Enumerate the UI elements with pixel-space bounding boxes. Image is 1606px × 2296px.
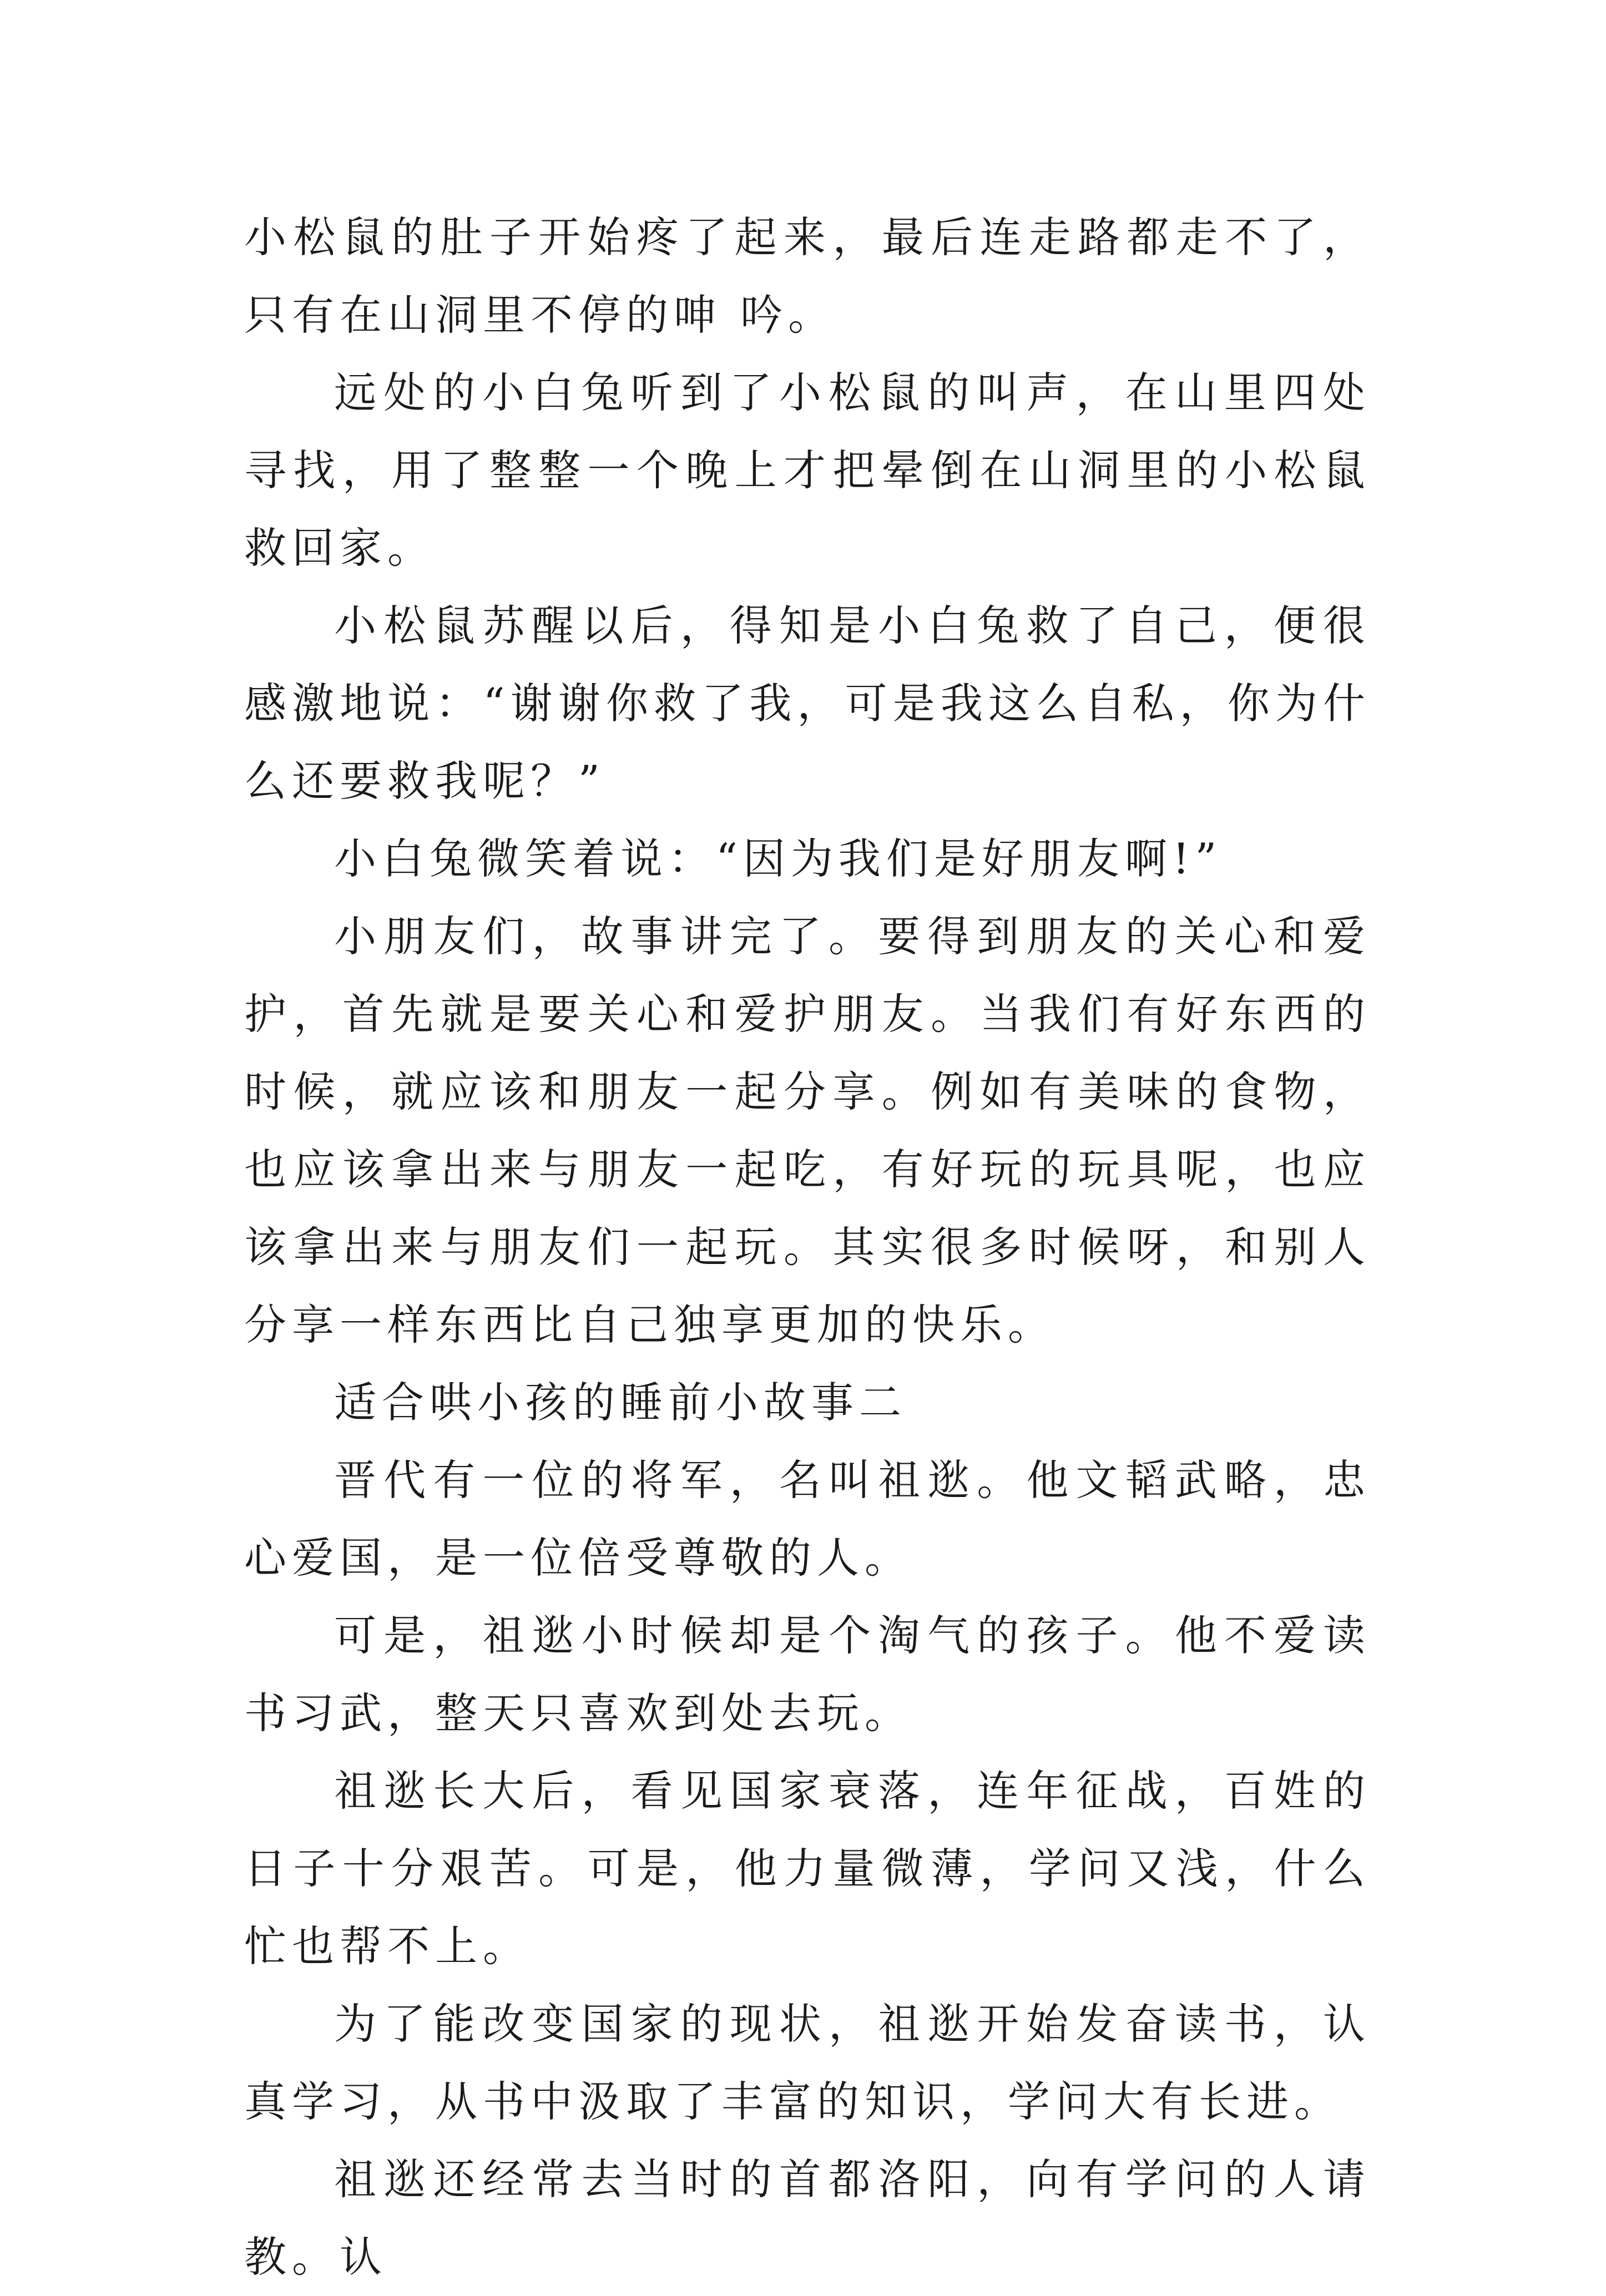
paragraph: 可是，祖逖小时候却是个淘气的孩子。他不爱读书习武，整天只喜欢到处去玩。: [244, 1611, 1371, 1738]
paragraph: 小松鼠苏醒以后，得知是小白兔救了自己，便很感激地说：“谢谢你救了我，可是我这么自私，你为什么还要救我呢？”: [244, 601, 1371, 806]
paragraph: 小白兔微笑着说：“因为我们是好朋友啊!”: [334, 834, 1223, 883]
paragraph: 远处的小白兔听到了小松鼠的叫声，在山里四处寻找，用了整整一个晚上才把晕倒在山洞里的小松鼠救回家。: [244, 368, 1371, 573]
paragraph: 小朋友们，故事讲完了。要得到朋友的关心和爱护，首先就是要关心和爱护朋友。当我们有好东西的时候，就应该和朋友一起分享。例如有美味的食物，也应该拿出来与朋友一起吃，有好玩的玩具呢，也应该拿出来与朋友们一起玩。其实很多时候呀，和别人分享一样东西比自己独享更加的快乐。: [244, 912, 1371, 1349]
paragraph: 祖逖长大后，看见国家衰落，连年征战，百姓的日子十分艰苦。可是，他力量微薄，学问又浅，什么忙也帮不上。: [244, 1766, 1371, 1971]
paragraph: 祖逖还经常去当时的首都洛阳，向有学问的人请教。认: [244, 2155, 1371, 2282]
section-heading: 适合哄小孩的睡前小故事二: [334, 1378, 907, 1427]
paragraph: 小松鼠的肚子开始疼了起来，最后连走路都走不了，只有在山洞里不停的呻 吟。: [244, 213, 1371, 340]
document-body: [244, 199, 1371, 2296]
paragraph: 晋代有一位的将军，名叫祖逖。他文韬武略，忠心爱国，是一位倍受尊敬的人。: [244, 1455, 1371, 1582]
paragraph: 为了能改变国家的现状，祖逖开始发奋读书，认真学习，从书中汲取了丰富的知识，学问大有长进。: [244, 1999, 1371, 2126]
